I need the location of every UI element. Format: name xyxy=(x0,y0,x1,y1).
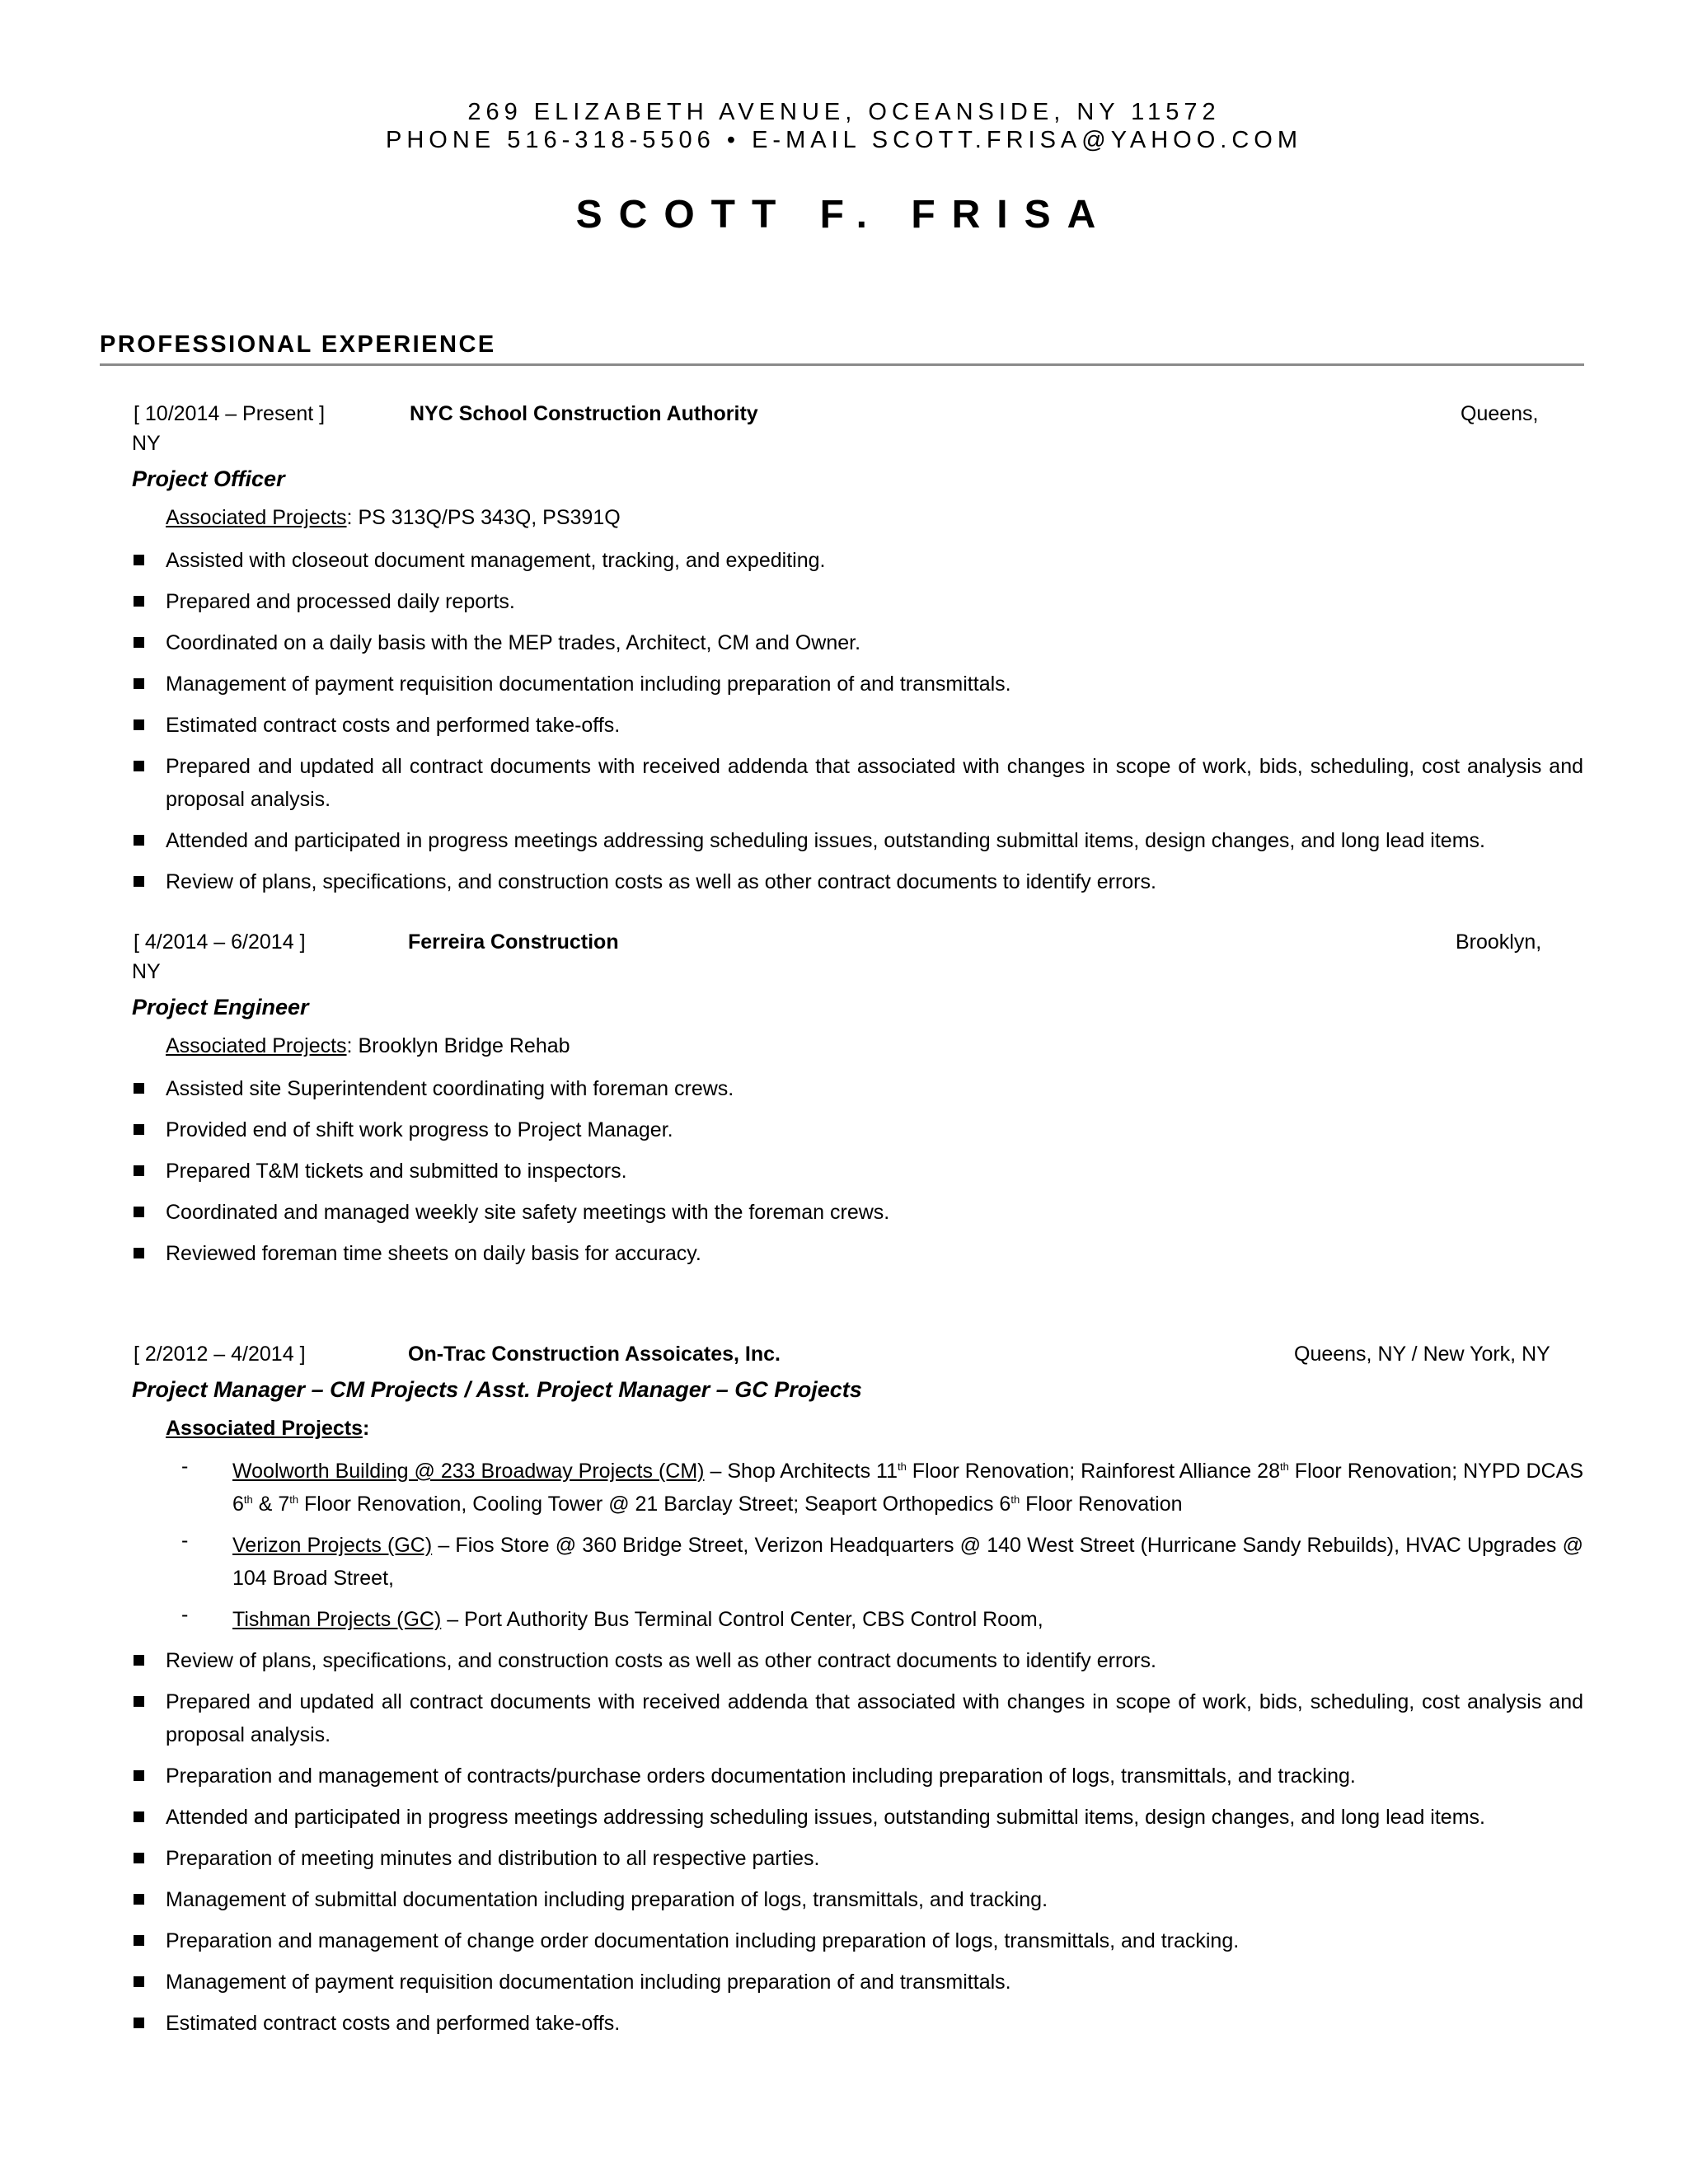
bullet-icon xyxy=(134,555,144,565)
bullet-icon xyxy=(134,876,144,887)
list-item: Review of plans, specifications, and construction costs as well as other contract documents to identify errors. xyxy=(166,1649,1156,1672)
job-title: Project Engineer xyxy=(132,995,309,1019)
associated-projects-label: Associated Projects xyxy=(166,1034,347,1057)
sub-project-item xyxy=(232,1603,1583,1636)
associated-projects xyxy=(166,1033,570,1058)
address-line: 269 ELIZABETH AVENUE, OCEANSIDE, NY 11572 xyxy=(467,99,1221,125)
associated-projects-label: Associated Projects xyxy=(166,1417,363,1440)
dash-marker: - xyxy=(181,1455,189,1478)
job-title: Project Manager – CM Projects / Asst. Project Manager – GC Projects xyxy=(132,1377,862,1402)
bullet-icon xyxy=(134,1207,144,1217)
list-item: Prepared T&M tickets and submitted to inspectors. xyxy=(166,1160,627,1183)
list-item: Assisted site Superintendent coordinating with foreman crews. xyxy=(166,1077,734,1100)
contact-line xyxy=(0,127,1688,154)
list-item: Management of payment requisition documentation including preparation of and transmittals. xyxy=(166,673,1011,696)
sub-project-text: – Fios Store @ 360 Bridge Street, Verizon Headquarters @ 140 West Street (Hurricane Sandy Rebuilds), HVAC Upgrades @ 104 Broad Street, xyxy=(232,1534,1583,1590)
job-company: Ferreira Construction xyxy=(408,930,619,954)
list-item: Assisted with closeout document management, tracking, and expediting. xyxy=(166,549,826,572)
job-title: Project Officer xyxy=(132,466,285,491)
bullet-icon xyxy=(134,761,144,771)
list-item: Preparation of meeting minutes and distribution to all respective parties. xyxy=(166,1847,820,1870)
ordinal-suffix: th xyxy=(1010,1493,1020,1506)
job-location: Queens, xyxy=(1461,402,1539,425)
sub-project-label: Tishman Projects (GC) xyxy=(232,1608,442,1631)
job-dates: [ 10/2014 – Present ] xyxy=(134,402,326,425)
candidate-name: SCOTT F. FRISA xyxy=(575,193,1113,237)
associated-projects xyxy=(166,1416,369,1441)
list-item: Prepared and updated all contract documents with received addenda that associated with changes in scope of work, bids, scheduling, cost analysis and proposal analysis. xyxy=(166,1690,1583,1746)
ordinal-suffix: th xyxy=(243,1493,253,1506)
job-location: Queens, NY / New York, NY xyxy=(1294,1343,1550,1366)
job-company: On-Trac Construction Assoicates, Inc. xyxy=(408,1343,781,1366)
bullet-icon xyxy=(134,1248,144,1258)
job-location-state: NY xyxy=(132,432,161,455)
bullet-icon xyxy=(134,719,144,730)
list-item: Management of submittal documentation including preparation of logs, transmittals, and tracking. xyxy=(166,1888,1048,1911)
list-item: Coordinated and managed weekly site safety meetings with the foreman crews. xyxy=(166,1201,890,1224)
sub-project-item xyxy=(232,1455,1583,1521)
sub-project-label: Woolworth Building @ 233 Broadway Projects (CM) xyxy=(232,1460,705,1483)
bullet-icon xyxy=(134,637,144,648)
bullet-icon xyxy=(134,1976,144,1987)
bullet-icon xyxy=(134,1655,144,1666)
bullet-icon xyxy=(134,1894,144,1905)
section-divider xyxy=(100,363,1584,366)
list-item: Coordinated on a daily basis with the MEP trades, Architect, CM and Owner. xyxy=(166,631,861,654)
job-company: NYC School Construction Authority xyxy=(410,402,758,425)
ordinal-suffix: th xyxy=(898,1460,907,1473)
job-dates: [ 2/2012 – 4/2014 ] xyxy=(134,1343,306,1366)
bullet-icon xyxy=(134,835,144,846)
list-item: Estimated contract costs and performed take-offs. xyxy=(166,2012,621,2035)
bullet-icon xyxy=(134,1696,144,1707)
section-title-experience: PROFESSIONAL EXPERIENCE xyxy=(100,331,496,358)
ordinal-suffix: th xyxy=(289,1493,299,1506)
list-item: Prepared and updated all contract documents with received addenda that associated with changes in scope of work, bids, scheduling, cost analysis and proposal analysis. xyxy=(166,755,1583,811)
sub-project-text: Floor Renovation; Rainforest Alliance 28 xyxy=(906,1460,1280,1483)
associated-projects-value: : Brooklyn Bridge Rehab xyxy=(346,1034,570,1057)
sub-project-label: Verizon Projects (GC) xyxy=(232,1534,433,1557)
list-item: Preparation and management of contracts/purchase orders documentation including preparation of logs, transmittals, and tracking. xyxy=(166,1765,1356,1788)
email-label: • E-MAIL xyxy=(726,127,860,153)
bullet-icon xyxy=(134,1935,144,1946)
sub-project-text: – Shop Architects 11 xyxy=(704,1460,898,1483)
bullet-icon xyxy=(134,1124,144,1135)
sub-project-item xyxy=(232,1529,1583,1595)
bullet-icon xyxy=(134,1853,144,1863)
sub-project-text: & 7 xyxy=(252,1493,290,1516)
bullet-icon xyxy=(134,1083,144,1094)
bullet-icon xyxy=(134,678,144,689)
list-item: Review of plans, specifications, and construction costs as well as other contract documents to identify errors. xyxy=(166,870,1156,893)
phone-label: PHONE xyxy=(385,127,496,153)
dash-marker: - xyxy=(181,1529,189,1552)
associated-projects-label: Associated Projects xyxy=(166,506,347,529)
job-location: Brooklyn, xyxy=(1456,930,1542,954)
email-address[interactable]: SCOTT.FRISA@YAHOO.COM xyxy=(871,127,1303,153)
list-item: Provided end of shift work progress to Project Manager. xyxy=(166,1118,673,1141)
sub-project-text: Floor Renovation xyxy=(1020,1493,1183,1516)
bullet-icon xyxy=(134,1165,144,1176)
job-dates: [ 4/2014 – 6/2014 ] xyxy=(134,930,306,954)
sub-project-text: Floor Renovation; NYPD DCAS 6 xyxy=(232,1460,1583,1516)
list-item: Reviewed foreman time sheets on daily basis for accuracy. xyxy=(166,1242,701,1265)
list-item: Attended and participated in progress meetings addressing scheduling issues, outstanding submittal items, design changes, and long lead items. xyxy=(166,829,1485,852)
associated-projects xyxy=(166,505,621,530)
bullet-icon xyxy=(134,1811,144,1822)
list-item: Estimated contract costs and performed take-offs. xyxy=(166,714,621,737)
bullet-icon xyxy=(134,1770,144,1781)
sub-project-text: – Port Authority Bus Terminal Control Center, CBS Control Room, xyxy=(441,1608,1043,1631)
bullet-icon xyxy=(134,596,144,607)
associated-projects-value: : PS 313Q/PS 343Q, PS391Q xyxy=(346,506,621,529)
bullet-icon xyxy=(134,2018,144,2028)
list-item: Preparation and management of change order documentation including preparation of logs, transmittals, and tracking. xyxy=(166,1929,1240,1952)
job-location-state: NY xyxy=(132,960,161,983)
phone-number[interactable]: 516-318-5506 xyxy=(507,127,715,153)
associated-projects-colon: : xyxy=(363,1417,370,1440)
list-item: Prepared and processed daily reports. xyxy=(166,590,515,613)
ordinal-suffix: th xyxy=(1279,1460,1289,1473)
sub-project-text: Floor Renovation, Cooling Tower @ 21 Barclay Street; Seaport Orthopedics 6 xyxy=(298,1493,1011,1516)
list-item: Management of payment requisition documentation including preparation of and transmittals. xyxy=(166,1971,1011,1994)
list-item: Attended and participated in progress meetings addressing scheduling issues, outstanding submittal items, design changes, and long lead items. xyxy=(166,1806,1485,1829)
dash-marker: - xyxy=(181,1603,189,1626)
